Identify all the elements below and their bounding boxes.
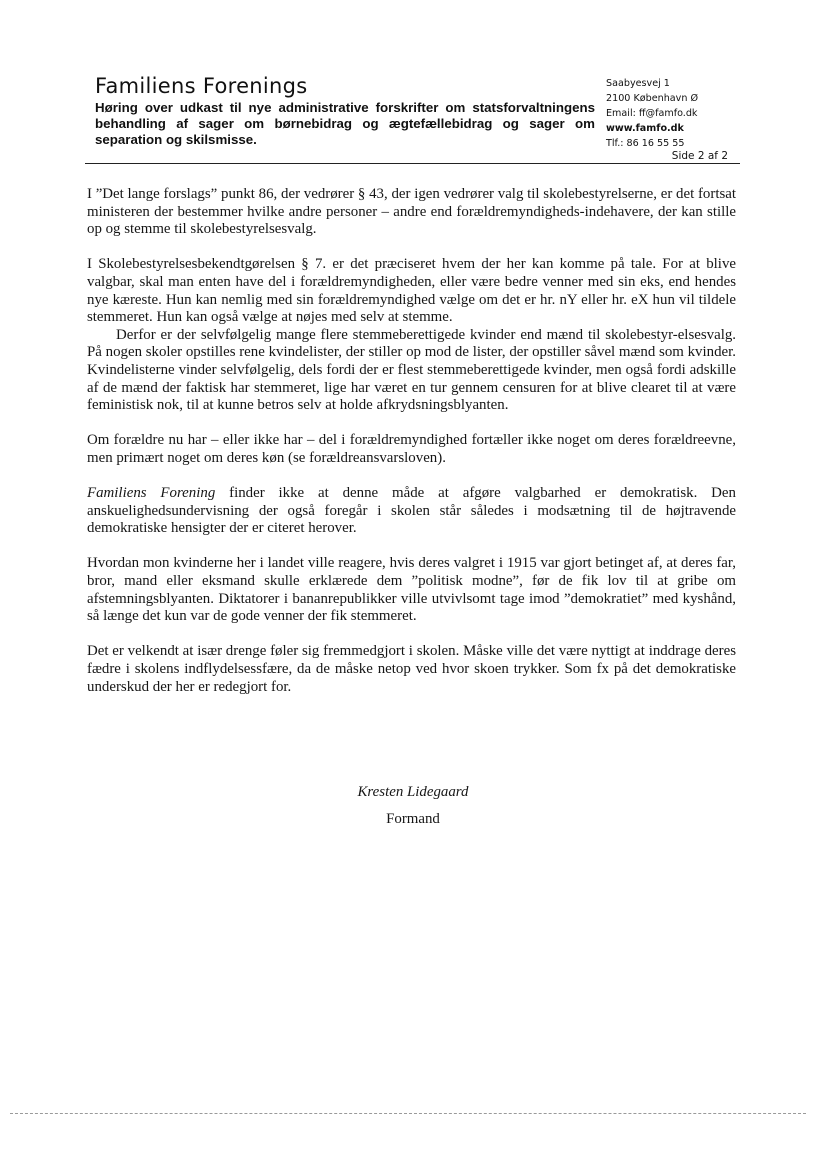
organization-name: Familiens Forenings — [95, 74, 308, 98]
footer-divider — [10, 1113, 806, 1114]
document-subject: Høring over udkast til nye administrative forskrifter om statsforvaltningens behandling af sager om børnebidrag og ægtefællebidrag og sager om separation og skilsmisse. — [95, 100, 595, 147]
letter-body — [87, 186, 736, 714]
paragraph-7: Det er velkendt at især drenge føler sig fremmedgjort i skolen. Måske ville det være nyttigt at inddrage deres fædre i skolens indflydelsessfære, da de måske netop ved hvor skoen trykker. Som fx på det demokratiske underskud der her er redegjort for. — [87, 643, 736, 695]
paragraph-2: I Skolebestyrelsesbekendtgørelsen § 7. er det præciseret hvem der her kan komme på tale. For at blive valgbar, skal man enten have del i forældremyndigheden, eller være bedre venner med sin eks, end hendes nye kæreste. Hun kan nemlig med sin forældremyndighed vælge om det er hr. nY eller hr. eX hun vil tildele stemmeret. Hun kan også vælge at nøjes med selv at stemme. — [87, 256, 736, 326]
address-street: Saabyesvej 1 — [606, 78, 670, 89]
contact-phone: Tlf.: 86 16 55 55 — [606, 138, 685, 149]
address-city: 2100 København Ø — [606, 93, 699, 104]
organization-name-italic: Familiens Forening — [87, 485, 216, 502]
paragraph-4: Om forældre nu har – eller ikke har – del i forældremyndighed fortæller ikke noget om deres forældreevne, men primært noget om deres køn (se forældreansvarsloven). — [87, 432, 736, 466]
contact-website: www.famfo.dk — [606, 123, 684, 134]
signatory-title: Formand — [386, 811, 440, 827]
letterhead — [95, 73, 595, 148]
contact-block — [606, 76, 746, 151]
contact-email: Email: ff@famfo.dk — [606, 108, 698, 119]
paragraph-5 — [87, 485, 736, 538]
header-divider — [85, 163, 740, 164]
paragraph-5-text: finder ikke at denne måde at afgøre valgbarhed er demokratisk. Den anskuelighedsundervisning der også foregår i skolen står således i modsætning til de højtravende demokratiske hensigter der er citeret herover. — [87, 485, 736, 537]
paragraph-6: Hvordan mon kvinderne her i landet ville reagere, hvis deres valgret i 1915 var gjort betinget af, at deres far, bror, mand eller eksmand skulle erklærede dem ”politisk modne”, før de fik lov til at gribe om afstemningsblyanten. Diktatorer i bananrepublikker ville utvivlsomt tage imod ”demokratiet” med kyshånd, så længe det kun var de gode venner der fik stemmeret. — [87, 555, 736, 625]
paragraph-3: Derfor er der selvfølgelig mange flere stemmeberettigede kvinder end mænd til skolebestyr-elsesvalg. På nogen skoler opstilles rene kvindelister, der stiller op mod de lister, der opstiller såvel mænd som kvinder. Kvindelisterne vinder selvfølgelig, dels fordi der er flest stemmeberettigede kvinder, men også fordi adskille af de mænd der faktisk har stemmeret, lige har været en tur gennem censuren for at blive clearet til at være feministisk nok, til at kunne betros selv at holde afkrydsningsblyanten. — [87, 326, 736, 414]
paragraph-1: I ”Det lange forslags” punkt 86, der vedrører § 43, der igen vedrører valg til skolebestyrelserne, er det fortsat ministeren der bestemmer hvilke andre personer – andre end forældremyndigheds-indehavere, der kan stille op og stemme til skolebestyrelsesvalg. — [87, 186, 736, 238]
signature-block — [0, 779, 826, 833]
signatory-name: Kresten Lidegaard — [357, 784, 469, 800]
page-number: Side 2 af 2 — [671, 150, 728, 162]
